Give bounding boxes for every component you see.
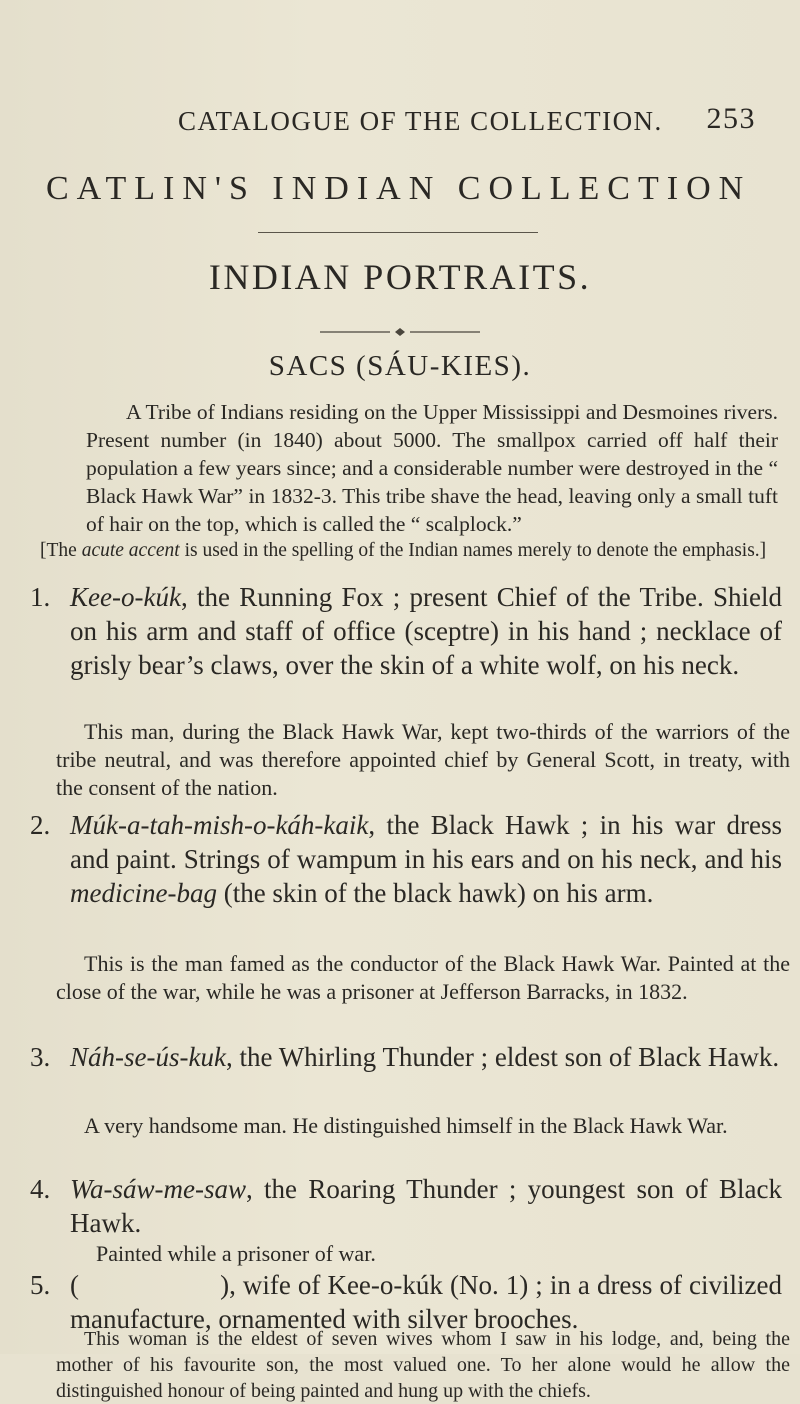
entry-caption: , the Roaring Thunder ; youngest son of Black Hawk.	[70, 1174, 782, 1238]
entry-4-description: Painted while a prisoner of war.	[96, 1241, 376, 1266]
entry-caption: ( ), wife of Kee-o-kúk (No. 1) ; in a dress of civilized manufacture, ornamented with silver brooches.	[70, 1270, 789, 1334]
entry-number: 5.	[30, 1270, 51, 1300]
tribe-heading: SACS (SÁU-KIES).	[268, 350, 532, 382]
entry-caption-after: (the skin of the black hawk) on his arm.	[216, 878, 654, 908]
section-title: INDIAN PORTRAITS.	[208, 257, 592, 297]
entry-name: Kee-o-kúk	[70, 582, 181, 612]
note-text-before: [The	[40, 540, 82, 561]
entry-name: Náh-se-ús-kuk	[70, 1042, 226, 1072]
tribe-introduction: A Tribe of Indians residing on the Upper Mississippi and Desmoines rivers. Present number (in 1840) about 5000. The smallpox carried off half their population a few years since; and a considerable number were destroyed in the “ Black Hawk War” in 1832-3. This tribe shave the head, leaving only a small tuft of hair on the top, which is called the “ scalplock.”	[86, 400, 778, 536]
entry-caption: , the Whirling Thunder ; eldest son of Black Hawk.	[225, 1042, 780, 1072]
page-number: 253	[706, 102, 756, 135]
entry-name: Múk-a-tah-mish-o-káh-kaik	[70, 810, 369, 840]
accent-note	[40, 537, 790, 565]
entry-number: 2.	[30, 810, 51, 840]
entry-2-description: This is the man famed as the conductor of the Black Hawk War. Painted at the close of the war, while he was a prisoner at Jefferson Barracks, in 1832.	[56, 951, 790, 1004]
main-title: CATLIN'S INDIAN COLLECTION	[46, 170, 752, 207]
note-text-after: is used in the spelling of the Indian names merely to denote the emphasis.]	[179, 540, 767, 561]
entry-number: 1.	[30, 582, 51, 612]
entry-name: Wa-sáw-me-saw	[70, 1174, 247, 1204]
entry-5-description: This woman is the eldest of seven wives whom I saw in his lodge, and, being the mother of his favourite son, the most valued one. To her alone would he allow the distinguished honour of being painted and hung up with the chiefs.	[56, 1328, 790, 1402]
entry-number: 3.	[30, 1042, 51, 1072]
running-head-title: CATALOGUE OF THE COLLECTION.	[178, 106, 663, 136]
entry-emphasis: medicine-bag	[70, 878, 217, 908]
entry-text	[70, 808, 782, 910]
entry-text	[70, 1040, 782, 1074]
entry-caption-before: , the Black Hawk ; in his war dress and paint. Strings of wampum in his ears and on his neck, and his	[70, 810, 782, 874]
entry-text	[70, 1172, 782, 1240]
running-head	[178, 102, 778, 146]
note-emphasis: acute accent	[81, 540, 180, 561]
title-rule	[258, 232, 538, 233]
entry-text	[70, 580, 782, 682]
entry-number: 4.	[30, 1174, 51, 1204]
entry-3-description: A very handsome man. He distinguished himself in the Black Hawk War.	[84, 1113, 728, 1138]
ornament-divider	[320, 327, 480, 337]
entry-caption: , the Running Fox ; present Chief of the Tribe. Shield on his arm and staff of office (sceptre) in his hand ; necklace of grisly bear’s claws, over the skin of a white wolf, on his neck.	[70, 582, 782, 680]
entry-1-description: This man, during the Black Hawk War, kept two-thirds of the warriors of the tribe neutral, and was therefore appointed chief by General Scott, in treaty, with the consent of the nation.	[56, 719, 790, 800]
